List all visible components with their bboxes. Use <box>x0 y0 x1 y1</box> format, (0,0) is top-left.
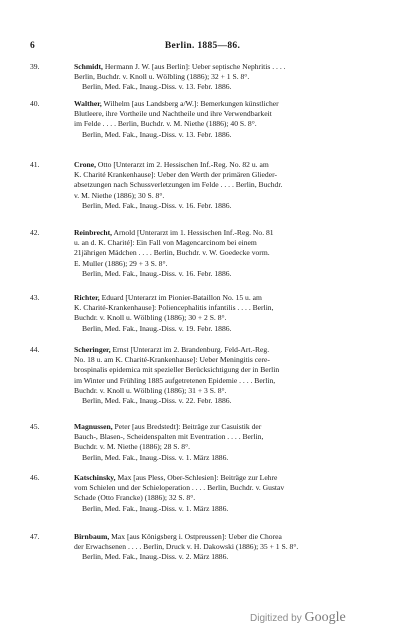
entry-first-line <box>74 293 375 303</box>
entry-text: Wilhelm [aus Landsberg a/W.]: Bemerkungen künstlicher <box>103 99 279 108</box>
entry-first-line <box>74 345 375 355</box>
bibliography-entry <box>30 228 375 279</box>
author-surname: Katschinsky, <box>74 473 116 482</box>
author-surname: Schmidt, <box>74 62 103 71</box>
entry-number: 45. <box>30 422 40 431</box>
watermark-brand: Google <box>304 610 346 625</box>
bibliography-entry <box>30 160 375 211</box>
entry-text-line: Schade (Otto Francke) (1886); 32 S. 8°. <box>74 493 196 503</box>
entry-text-line: Buchdr. v. Knoll u. Wölbling (1886); 30 + 2 S. 8°. <box>74 313 227 323</box>
digitization-watermark <box>250 610 346 626</box>
entry-first-line <box>74 62 375 72</box>
entry-number: 42. <box>30 228 40 237</box>
entry-first-line <box>74 532 375 542</box>
entry-text: Otto [Unterarzt im 2. Hessischen Inf.-Reg. No. 82 u. am <box>97 160 269 169</box>
entry-number: 39. <box>30 62 40 71</box>
faculty-line: Berlin, Med. Fak., Inaug.-Diss. v. 1. März 1886. <box>82 503 229 513</box>
faculty-line: Berlin, Med. Fak., Inaug.-Diss. v. 22. Febr. 1886. <box>82 396 232 406</box>
entry-text-line: Buchdr. v. Knoll u. Wölbling (1886); 31 + 3 S. 8°. <box>74 385 227 395</box>
entry-first-line <box>74 228 375 238</box>
author-surname: Scheringer, <box>74 345 111 354</box>
entry-text-line: der Erwachsenen . . . . Berlin, Druck v. H. Dakowski (1886); 35 + 1 S. 8°. <box>74 542 299 552</box>
bibliography-entry <box>30 62 375 93</box>
entry-text-line: Bauch-, Blasen-, Scheidenspalten mit Eventration . . . . Berlin, <box>74 432 264 442</box>
author-surname: Reinbrecht, <box>74 228 113 237</box>
author-surname: Magnussen, <box>74 422 113 431</box>
faculty-line: Berlin, Med. Fak., Inaug.-Diss. v. 1. März 1886. <box>82 452 229 462</box>
entry-first-line <box>74 422 375 432</box>
entry-text: Max [aus Königsberg i. Ostpreussen]: Ueber die Chorea <box>111 532 282 541</box>
entry-text-line: 21jährigen Mädchen . . . . Berlin, Buchdr. v. W. Goedecke vorm. <box>74 248 270 258</box>
entry-body <box>74 99 375 140</box>
entry-first-line <box>74 473 375 483</box>
running-title: Berlin. 1885—86. <box>164 41 241 51</box>
entry-text-line: brospinalis epidemica mit spezieller Berücksichtigung der in Berlin <box>74 365 280 375</box>
faculty-line: Berlin, Med. Fak., Inaug.-Diss. v. 13. Febr. 1886. <box>82 129 232 139</box>
entry-first-line <box>74 160 375 170</box>
entry-body <box>74 532 375 563</box>
entry-body <box>74 345 375 406</box>
entry-text-line: K. Charité Krankenhause]: Ueber den Werth der primären Glieder- <box>74 170 277 180</box>
bibliography-entry <box>30 99 375 140</box>
entry-body <box>74 228 375 279</box>
author-surname: Walther, <box>74 99 102 108</box>
author-surname: Crone, <box>74 160 97 169</box>
entry-text: Arnold [Unterarzt im 1. Hessischen Inf.-Reg. No. 81 <box>113 228 274 237</box>
entry-text-line: Berlin, Buchdr. v. Knoll u. Wölbling (1886); 32 + 1 S. 8°. <box>74 72 250 82</box>
entry-text-line: absetzungen nach Schussverletzungen im Felde . . . . Berlin, Buchdr. <box>74 180 283 190</box>
entry-text: Ernst [Unterarzt im 2. Brandenburg. Feld-Art.-Reg. <box>112 345 270 354</box>
bibliography-entry <box>30 293 375 334</box>
watermark-prefix: Digitized by <box>250 613 305 624</box>
author-surname: Richter, <box>74 293 100 302</box>
faculty-line: Berlin, Med. Fak., Inaug.-Diss. v. 16. Febr. 1886. <box>82 200 232 210</box>
entry-text: Peter [aus Bredstedt]: Beiträge zur Casuistik der <box>114 422 262 431</box>
entry-body <box>74 62 375 93</box>
entry-text-line: Blutleere, ihre Vortheile und Nachtheile und ihre Verwendbarkeit <box>74 109 272 119</box>
author-surname: Birnbaum, <box>74 532 110 541</box>
entry-text: Max [aus Pless, Ober-Schlesien]: Beiträge zur Lehre <box>117 473 278 482</box>
page-header <box>30 41 375 53</box>
entry-number: 44. <box>30 345 40 354</box>
entry-text: Eduard [Unterarzt im Pionier-Bataillon No. 15 u. am <box>101 293 262 302</box>
entry-body <box>74 473 375 514</box>
entry-text-line: v. M. Niethe (1886); 30 S. 8°. <box>74 190 165 200</box>
entry-number: 47. <box>30 532 40 541</box>
bibliography-entry <box>30 345 375 406</box>
bibliography-entry <box>30 422 375 463</box>
faculty-line: Berlin, Med. Fak., Inaug.-Diss. v. 16. Febr. 1886. <box>82 268 232 278</box>
entry-number: 40. <box>30 99 40 108</box>
page-number: 6 <box>30 41 35 51</box>
faculty-line: Berlin, Med. Fak., Inaug.-Diss. v. 19. Febr. 1886. <box>82 323 232 333</box>
entry-text: Hermann J. W. [aus Berlin]: Ueber septische Nephritis . . . . <box>104 62 286 71</box>
entry-text-line: im Felde . . . . Berlin, Buchdr. v. M. Niethe (1886); 40 S. 8°. <box>74 119 257 129</box>
entry-body <box>74 293 375 334</box>
bibliography-entry <box>30 473 375 514</box>
entry-number: 46. <box>30 473 40 482</box>
entry-text-line: Buchdr. v. M. Niethe (1886); 28 S. 8°. <box>74 442 191 452</box>
entry-text-line: u. an d. K. Charité]: Ein Fall von Magencarcinom bei einem <box>74 238 257 248</box>
entry-body <box>74 422 375 463</box>
entry-number: 41. <box>30 160 40 169</box>
bibliography-entry <box>30 532 375 563</box>
entry-text-line: K. Charité-Krankenhause]: Poliencephalitis infantilis . . . . Berlin, <box>74 303 274 313</box>
entry-first-line <box>74 99 375 109</box>
entry-text-line: im Winter und Frühling 1885 aufgetretenen Epidemie . . . . Berlin, <box>74 375 276 385</box>
entry-number: 43. <box>30 293 40 302</box>
faculty-line: Berlin, Med. Fak., Inaug.-Diss. v. 2. März 1886. <box>82 552 229 562</box>
entry-text-line: E. Muller (1886); 29 + 3 S. 8°. <box>74 258 168 268</box>
entry-body <box>74 160 375 211</box>
faculty-line: Berlin, Med. Fak., Inaug.-Diss. v. 13. Febr. 1886. <box>82 82 232 92</box>
entry-text-line: vom Schielen und der Schieloperation . . . . Berlin, Buchdr. v. Gustav <box>74 483 285 493</box>
entry-text-line: No. 18 u. am K. Charité-Krankenhause]: Ueber Meningitis cere- <box>74 355 270 365</box>
